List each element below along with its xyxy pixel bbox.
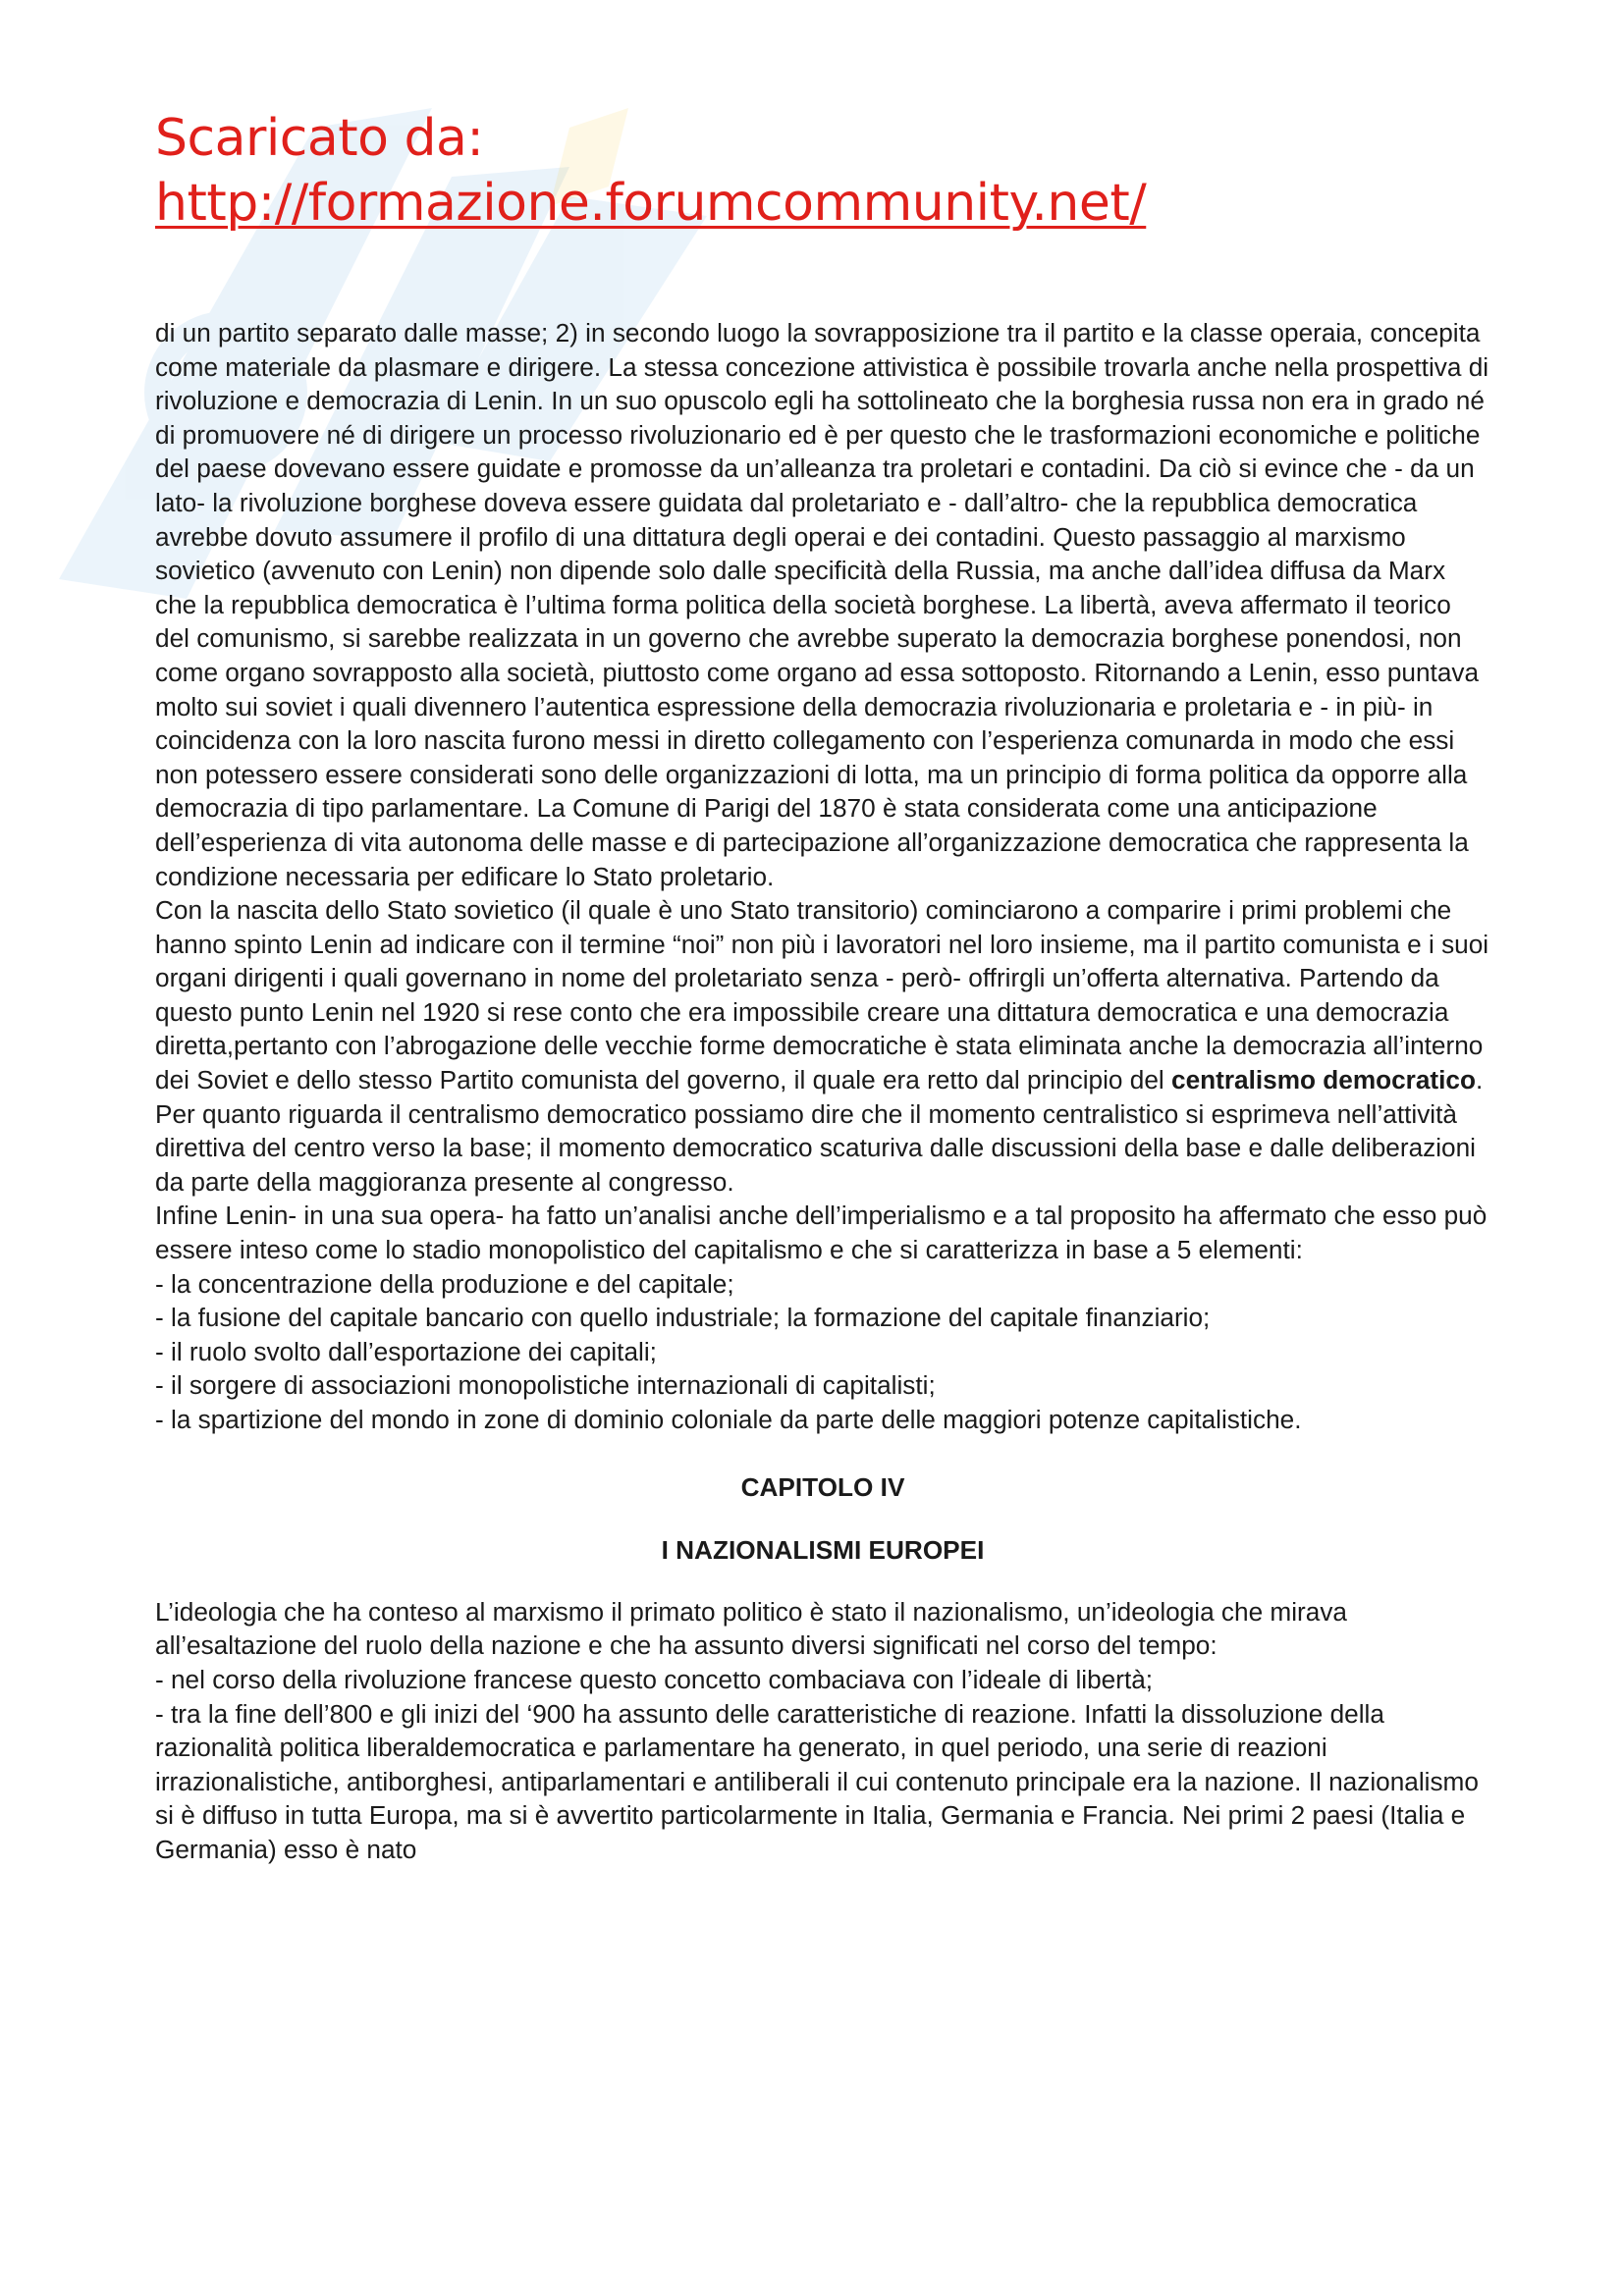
paragraph: L’ideologia che ha conteso al marxismo il primato politico è stato il nazionalismo, un’ideologia che mirava all’esaltazione del ruolo della nazione e che ha assunto diversi significati nel corso del tempo: [155,1596,1347,1661]
source-link[interactable]: http://formazione.forumcommunity.net/ [155,174,1147,233]
paragraph: di un partito separato dalle masse; 2) in secondo luogo la sovrapposizione tra il partito e la classe operaia, concepita come materiale da plasmare e dirigere. La stessa concezione attivistica è possibile trovarla anche nella prospettiva di rivoluzione e democrazia di Lenin. In un suo opuscolo egli ha sottolineato che la borghesia russa non era in grado né di promuovere né di dirigere un processo rivoluzionario ed è per questo che le trasformazioni economiche e politiche del paese dovevano essere guidate e promosse da un’alleanza tra proletari e contadini. Da ciò si evince che - da un lato- la rivoluzione borghese doveva essere guidata dal proletariato e - dall’altro- che la repubblica democratica avrebbe dovuto assumere il profilo di una dittatura degli operai e dei contadini. Questo passaggio al marxismo sovietico (avvenuto con Lenin) non dipende solo dalle specificità della Russia, ma anche dall’idea diffusa da Marx che la repubblica democratica è l’ultima forma politica della società borghese. La libertà, aveva affermato il teorico del comunismo, si sarebbe realizzata in un governo che avrebbe superato la democrazia borghese ponendosi, non come organo sovrapposto alla società, piuttosto come organo ad essa sottoposto. Ritornando a Lenin, esso puntava molto sui soviet i quali divennero l’autentica espressione della democrazia rivoluzionaria e proletaria e - in più- in coincidenza con la loro nascita furono messi in diretto collegamento con l’esperienza comunarda in modo che essi non potessero essere considerati sono delle organizzazioni di lotta, ma un principio di forma politica da opporre alla democrazia di tipo parlamentare. La Comune di Parigi del 1870 è stata considerata come una anticipazione dell’esperienza di vita autonoma delle masse e di partecipazione all’organizzazione democratica che rappresenta la condizione necessaria per edificare lo Stato proletario. [155,318,1489,891]
list-item: - la concentrazione della produzione e del capitale; [155,1268,734,1299]
header-label: Scaricato da: [155,109,484,168]
list-item: - la fusione del capitale bancario con quello industriale; la formazione del capitale finanziario; [155,1303,1211,1333]
chapter-number: CAPITOLO IV [740,1471,905,1502]
bold-term: centralismo democratico [1171,1065,1476,1095]
list-item: - la spartizione del mondo in zone di dominio coloniale da parte delle maggiori potenze capitalistiche. [155,1405,1302,1434]
paragraph: Infine Lenin- in una sua opera- ha fatto un’analisi anche dell’imperialismo e a tal proposito ha affermato che esso può essere inteso come lo stadio monopolistico del capitalismo e che si caratterizza in base a 5 elementi: [155,1201,1488,1265]
paragraph [155,893,1490,1199]
list-item: - tra la fine dell’800 e gli inizi del ‘900 ha assunto delle caratteristiche di reazione. Infatti la dissoluzione della razionalità politica liberaldemocratica e parlamentare ha generato, in quel periodo, una serie di reazioni irrazionalistiche, antiborghesi, antiparlamentari e antiliberali il cui contenuto principale era la nazione. Il nazionalismo si è diffuso in tutta Europa, ma si è avvertito particolarmente in Italia, Germania e Francia. Nei primi 2 paesi (Italia e Germania) esso è nato [155,1698,1479,1864]
paragraph-text: Con la nascita dello Stato sovietico (il quale è uno Stato transitorio) cominciarono a comparire i primi problemi che hanno spinto Lenin ad indicare con il termine “noi” non più i lavoratori nel loro insieme, ma il partito comunista e i suoi organi dirigenti i quali governano in nome del proletariato senza - però- offrirgli un’offerta alternativa. Partendo da questo punto Lenin nel 1920 si rese conto che era impossibile creare una dittatura democratica e una democrazia diretta,pertanto con l’abrogazione delle vecchie forme democratiche è stata eliminata anche la democrazia all’interno dei Soviet e dello stesso Partito comunista del governo, il quale era retto dal principio del [155,895,1489,1095]
paragraph-text: . Per quanto riguarda il centralismo democratico possiamo dire che il momento centralistico si esprimeva nell’attività direttiva del centro verso la base; il momento democratico scaturiva dalle discussioni della base e dalle deliberazioni da parte della maggioranza presente al congresso. [155,1065,1484,1197]
list-item: - il sorgere di associazioni monopolistiche internazionali di capitalisti; [155,1370,936,1401]
bullet-list [155,1267,1490,1437]
download-header [155,106,1146,236]
list-item: - il ruolo svolto dall’esportazione dei capitali; [155,1336,657,1366]
list-item: - nel corso della rivoluzione francese questo concetto combaciava con l’ideale di libertà; [155,1664,1154,1694]
chapter-title: I NAZIONALISMI EUROPEI [661,1535,985,1566]
bullet-list [155,1663,1490,1867]
document-body [155,316,1490,1867]
